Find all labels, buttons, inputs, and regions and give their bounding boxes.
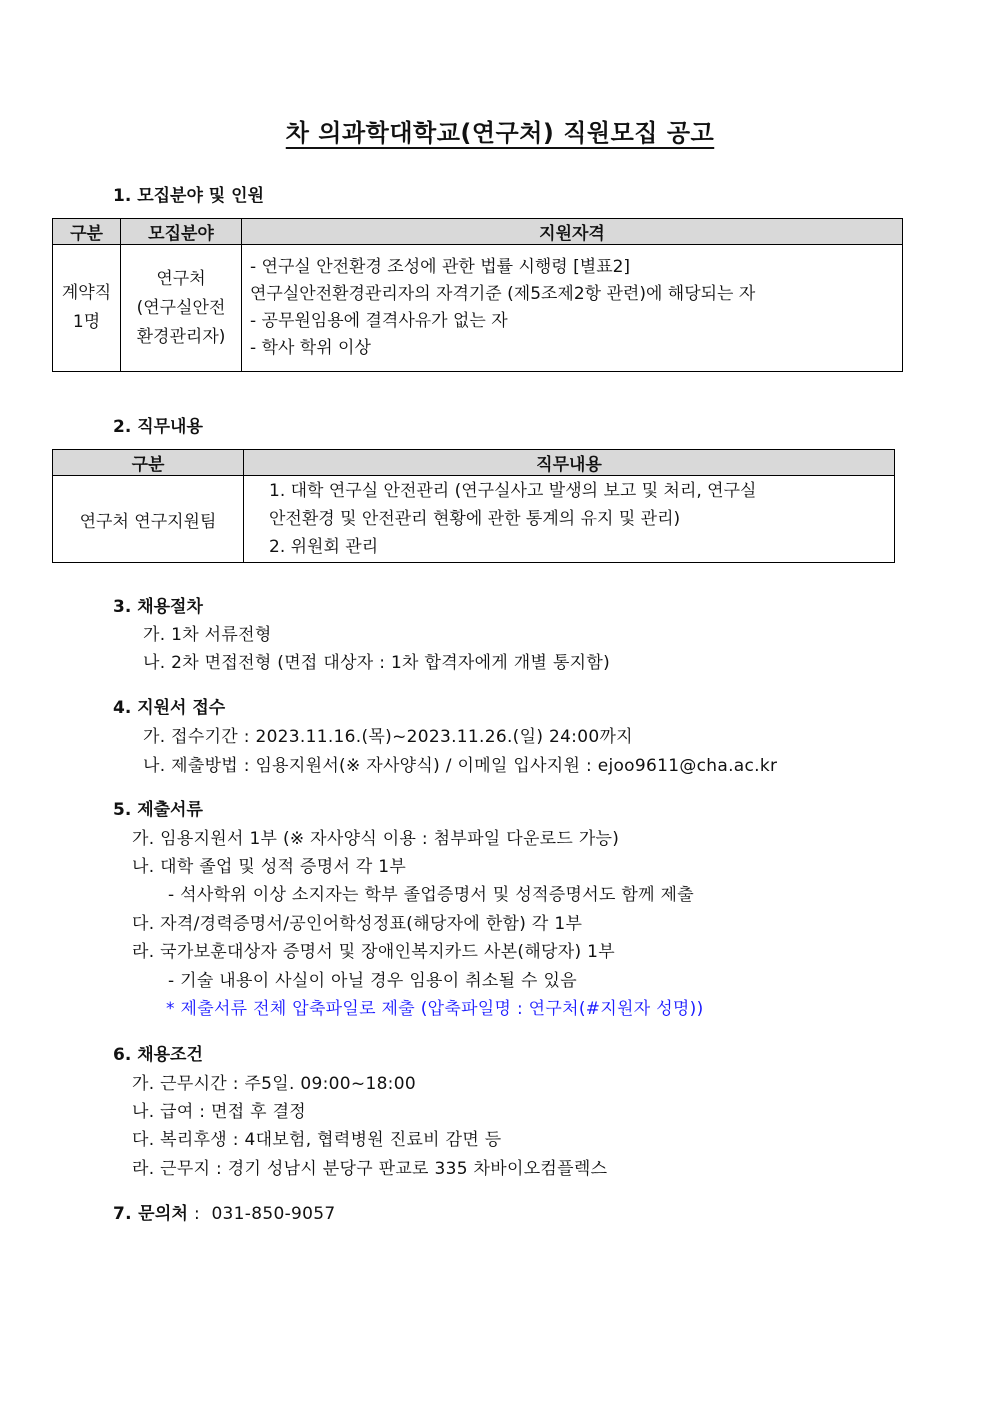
list-item: - 석사학위 이상 소지자는 학부 졸업증명서 및 성적증명서도 함께 제출 <box>168 885 694 905</box>
contact-line <box>113 1199 335 1224</box>
section-6-heading: 6. 채용조건 <box>113 1045 203 1065</box>
list-item: 나. 2차 면접전형 (면접 대상자 : 1차 합격자에게 개별 통지함) <box>143 653 611 673</box>
headcount-text: 1명 <box>72 312 101 332</box>
contact-phone: 031-850-9057 <box>211 1204 336 1224</box>
header-qualification: 지원자격 <box>242 219 903 245</box>
list-item: 라. 국가보훈대상자 증명서 및 장애인복지카드 사본(해당자) 1부 <box>132 942 615 962</box>
list-item: - 기술 내용이 사실이 아닐 경우 임용이 취소될 수 있음 <box>168 971 577 991</box>
field-text: 환경관리자) <box>136 326 226 347</box>
qualification-item: - 연구실 안전환경 조성에 관한 법률 시행령 [별표2] <box>250 257 631 277</box>
duty-item: 2. 위원회 관리 <box>269 537 379 557</box>
list-item: 다. 자격/경력증명서/공인어학성정표(해당자에 한함) 각 1부 <box>132 914 583 934</box>
duties-cell <box>244 476 895 563</box>
type-cell <box>53 245 121 372</box>
qualification-item: 연구실안전환경관리자의 자격기준 (제5조제2항 관련)에 해당되는 자 <box>250 284 756 304</box>
header-field: 모집분야 <box>121 219 242 245</box>
field-cell <box>121 245 242 372</box>
field-text: 연구처 <box>156 268 206 289</box>
recruitment-table <box>52 218 903 372</box>
list-item: 가. 1차 서류전형 <box>143 625 272 645</box>
section-5-heading: 5. 제출서류 <box>113 800 203 820</box>
note-text: * 제출서류 전체 압축파일로 제출 (압축파일명 : 연구처(#지원자 성명)) <box>166 999 704 1019</box>
section-1-heading: 1. 모집분야 및 인원 <box>113 186 264 206</box>
header-type: 구분 <box>53 219 121 245</box>
list-item: 가. 임용지원서 1부 (※ 자사양식 이용 : 첨부파일 다운로드 가능) <box>132 829 620 849</box>
list-item: 나. 대학 졸업 및 성적 증명서 각 1부 <box>132 857 407 877</box>
duty-item: 안전환경 및 안전관리 현황에 관한 통계의 유지 및 관리) <box>269 509 681 529</box>
section-4-heading: 4. 지원서 접수 <box>113 698 226 718</box>
section-3-heading: 3. 채용절차 <box>113 597 203 617</box>
table-row <box>53 245 903 372</box>
list-item: 라. 근무지 : 경기 성남시 분당구 판교로 335 차바이오컴플렉스 <box>132 1159 608 1179</box>
table-header-row <box>53 450 895 476</box>
duties-table <box>52 449 895 563</box>
field-text: (연구실안전 <box>136 297 226 318</box>
table-row <box>53 476 895 563</box>
list-item: 나. 급여 : 면접 후 결정 <box>132 1102 307 1122</box>
qualification-item: - 학사 학위 이상 <box>250 338 371 358</box>
page-title: 차 의과학대학교(연구처) 직원모집 공고 <box>285 119 715 147</box>
qualification-cell <box>242 245 903 372</box>
type-text: 계약직 <box>61 283 112 303</box>
dept-cell: 연구처 연구지원팀 <box>53 476 244 563</box>
header-dept: 구분 <box>53 450 244 476</box>
list-item: 나. 제출방법 : 임용지원서(※ 자사양식) / 이메일 입사지원 : ejoo9611@cha.ac.kr <box>143 756 778 776</box>
header-duties: 직무내용 <box>244 450 895 476</box>
section-2-heading: 2. 직무내용 <box>113 417 203 437</box>
list-item: 가. 접수기간 : 2023.11.16.(목)~2023.11.26.(일) 24:00까지 <box>143 727 633 747</box>
duty-item: 1. 대학 연구실 안전관리 (연구실사고 발생의 보고 및 처리, 연구실 <box>269 481 757 501</box>
qualification-item: - 공무원임용에 결격사유가 없는 자 <box>250 311 508 331</box>
list-item: 가. 근무시간 : 주5일. 09:00~18:00 <box>132 1074 416 1094</box>
table-header-row <box>53 219 903 245</box>
contact-separator: : <box>188 1204 206 1224</box>
list-item: 다. 복리후생 : 4대보험, 협력병원 진료비 감면 등 <box>132 1130 502 1150</box>
section-7-heading: 7. 문의처 <box>113 1204 189 1224</box>
